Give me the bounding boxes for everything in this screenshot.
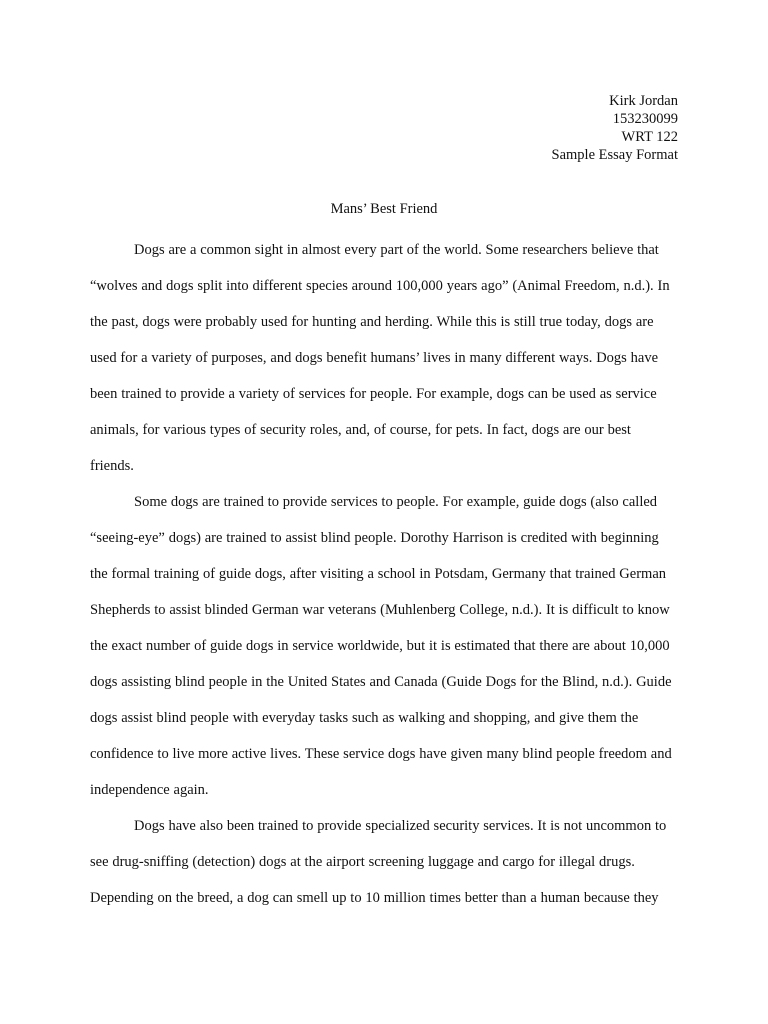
essay-title: Mans’ Best Friend	[330, 201, 438, 217]
course-code: WRT 122	[621, 129, 678, 145]
paragraph-2: Some dogs are trained to provide services to people. For example, guide dogs (also called “seeing-eye” dogs) are trained to assist blind people. Dorothy Harrison is credited with beginning the formal training of guide dogs, after visiting a school in Potsdam, Germany that trained German Shepherds to assist blinded German war veterans (Muhlenberg College, n.d.). It is difficult to know the exact number of guide dogs in service worldwide, but it is estimated that there are about 10,000 dogs assisting blind people in the United States and Canada (Guide Dogs for the Blind, n.d.). Guide dogs assist blind people with everyday tasks such as walking and shopping, and give them the confidence to live more active lives. These service dogs have given many blind people freedom and independence again.	[90, 494, 672, 798]
student-id: 153230099	[612, 111, 678, 127]
paragraph-3: Dogs have also been trained to provide specialized security services. It is not uncommon to see drug-sniffing (detection) dogs at the airport screening luggage and cargo for illegal drugs. Depending on the breed, a dog can smell up to 10 million times better than a human because they	[90, 818, 667, 906]
paragraph-1: Dogs are a common sight in almost every part of the world. Some researchers believe that “wolves and dogs split into different species around 100,000 years ago” (Animal Freedom, n.d.). In the past, dogs were probably used for hunting and herding. While this is still true today, dogs are used for a variety of purposes, and dogs benefit humans’ lives in many different ways. Dogs have been trained to provide a variety of services for people. For example, dogs can be used as service animals, for various types of security roles, and, of course, for pets. In fact, dogs are our best friends.	[90, 242, 670, 474]
header-block	[552, 92, 678, 164]
essay-body	[90, 232, 678, 916]
author-name: Kirk Jordan	[609, 93, 678, 109]
assignment-name: Sample Essay Format	[551, 147, 678, 163]
